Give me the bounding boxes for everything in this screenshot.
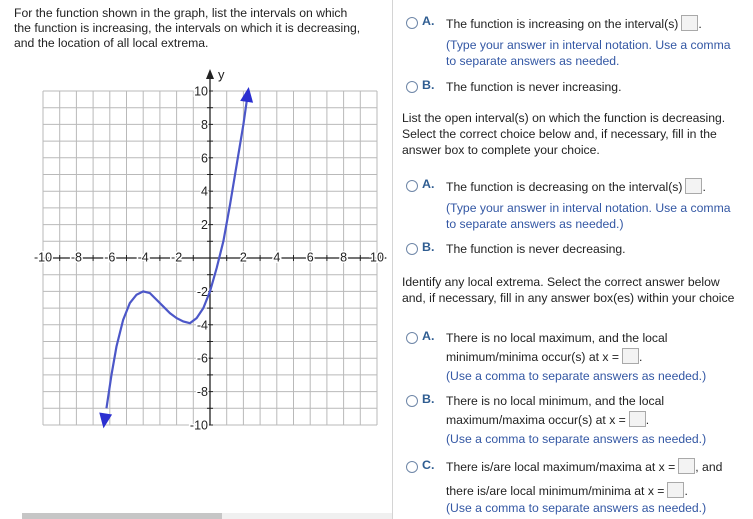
option-text: maximum/maxima occur(s) at x =	[446, 413, 626, 427]
option-letter: A.	[422, 14, 435, 28]
x-tick-label: -2	[171, 250, 183, 265]
hint-text: (Use a comma to separate answers as needed.)	[446, 501, 707, 515]
option-letter: B.	[422, 78, 435, 92]
instruction-line: Select the correct choice below and, if necessary, fill in the	[402, 127, 717, 141]
hint-text: (Use a comma to separate answers as needed.)	[446, 369, 707, 383]
answer-panel	[398, 0, 753, 519]
x-tick-label: -6	[104, 250, 116, 265]
local-maxima-input[interactable]	[629, 411, 646, 427]
extrema-option-c-line2	[446, 482, 688, 499]
prompt-line: the function is increasing, the intervals on which it is decreasing,	[14, 21, 361, 35]
decreasing-option-b-text: The function is never decreasing.	[446, 242, 626, 256]
y-tick-label: -8	[196, 385, 208, 400]
extrema-option-a-radio[interactable]	[406, 332, 418, 344]
decreasing-interval-input[interactable]	[685, 178, 702, 194]
scrollbar-thumb[interactable]	[22, 513, 222, 519]
increasing-option-a-radio[interactable]	[406, 17, 418, 29]
hint-text: (Use a comma to separate answers as needed.)	[446, 432, 707, 446]
y-tick-label: 8	[201, 117, 208, 132]
decreasing-option-a-radio[interactable]	[406, 180, 418, 192]
hint-text: to separate answers as needed.	[446, 54, 620, 68]
period: .	[684, 484, 688, 498]
instruction-line: List the open interval(s) on which the function is decreasing.	[402, 111, 726, 125]
extrema-option-a-line2	[446, 348, 642, 365]
period: .	[698, 17, 702, 31]
x-tick-label: -10	[33, 250, 53, 265]
y-axis-label: y	[218, 67, 225, 82]
option-text: The function is decreasing on the interval(s)	[446, 180, 683, 194]
hint-text: (Type your answer in interval notation. Use a comma	[446, 38, 731, 52]
y-axis-arrow-icon	[206, 69, 214, 79]
function-graph	[0, 55, 392, 440]
y-tick-label: 4	[201, 184, 208, 199]
x-tick-label: -8	[70, 250, 82, 265]
y-tick-label: -6	[196, 351, 208, 366]
y-tick-label: -4	[196, 318, 208, 333]
y-tick-label: 10	[194, 84, 208, 99]
question-prompt	[14, 6, 386, 51]
x-tick-label: 2	[239, 250, 247, 265]
y-tick-label: 6	[201, 151, 208, 166]
hint-text: to separate answers as needed.)	[446, 217, 624, 231]
extrema-option-b-line2	[446, 411, 649, 428]
option-text: minimum/minima occur(s) at x =	[446, 350, 620, 364]
instruction-line: Identify any local extrema. Select the correct answer below	[402, 275, 720, 289]
extrema-option-c-radio[interactable]	[406, 461, 418, 473]
curve-arrow-up	[240, 87, 253, 103]
local-maxima-c-input[interactable]	[678, 458, 695, 474]
extrema-instructions	[402, 274, 734, 306]
decreasing-option-a-text	[446, 178, 706, 195]
prompt-line: For the function shown in the graph, list the intervals on which	[14, 6, 348, 20]
extrema-option-b-line1: There is no local minimum, and the local	[446, 394, 665, 408]
option-text: , and	[695, 460, 723, 474]
increasing-interval-input[interactable]	[681, 15, 698, 31]
extrema-option-a-line1: There is no local maximum, and the local	[446, 331, 668, 345]
option-text: The function is increasing on the interval(s)	[446, 17, 679, 31]
y-tick-label: 2	[201, 218, 208, 233]
local-minima-c-input[interactable]	[667, 482, 684, 498]
instruction-line: answer box to complete your choice.	[402, 143, 600, 157]
option-letter: A.	[422, 329, 435, 343]
period: .	[702, 180, 706, 194]
increasing-option-b-text: The function is never increasing.	[446, 80, 622, 94]
option-text: There is/are local maximum/maxima at x =	[446, 460, 676, 474]
period: .	[639, 350, 643, 364]
decreasing-instructions	[402, 110, 725, 158]
increasing-option-a-text	[446, 15, 702, 32]
hint-text: (Type your answer in interval notation. Use a comma	[446, 201, 731, 215]
option-text: there is/are local minimum/minima at x =	[446, 484, 665, 498]
increasing-option-b-radio[interactable]	[406, 81, 418, 93]
option-letter: B.	[422, 392, 435, 406]
y-tick-label: -10	[189, 418, 208, 433]
extrema-option-b-radio[interactable]	[406, 395, 418, 407]
x-tick-label: 8	[340, 250, 348, 265]
local-minima-input[interactable]	[622, 348, 639, 364]
horizontal-scrollbar[interactable]	[22, 513, 392, 519]
decreasing-option-b-radio[interactable]	[406, 243, 418, 255]
x-tick-label: -4	[137, 250, 149, 265]
option-letter: A.	[422, 177, 435, 191]
y-tick-label: -2	[196, 284, 208, 299]
panel-divider	[392, 0, 393, 519]
x-tick-label: 10	[370, 250, 384, 265]
option-letter: C.	[422, 458, 435, 472]
x-tick-label: 6	[306, 250, 314, 265]
x-tick-label: 4	[273, 250, 281, 265]
extrema-option-c-line1	[446, 458, 722, 475]
prompt-line: and the location of all local extrema.	[14, 36, 209, 50]
axes	[43, 69, 387, 425]
option-letter: B.	[422, 240, 435, 254]
period: .	[645, 413, 650, 427]
instruction-line: and, if necessary, fill in any answer box(es) within your choice	[402, 291, 735, 305]
